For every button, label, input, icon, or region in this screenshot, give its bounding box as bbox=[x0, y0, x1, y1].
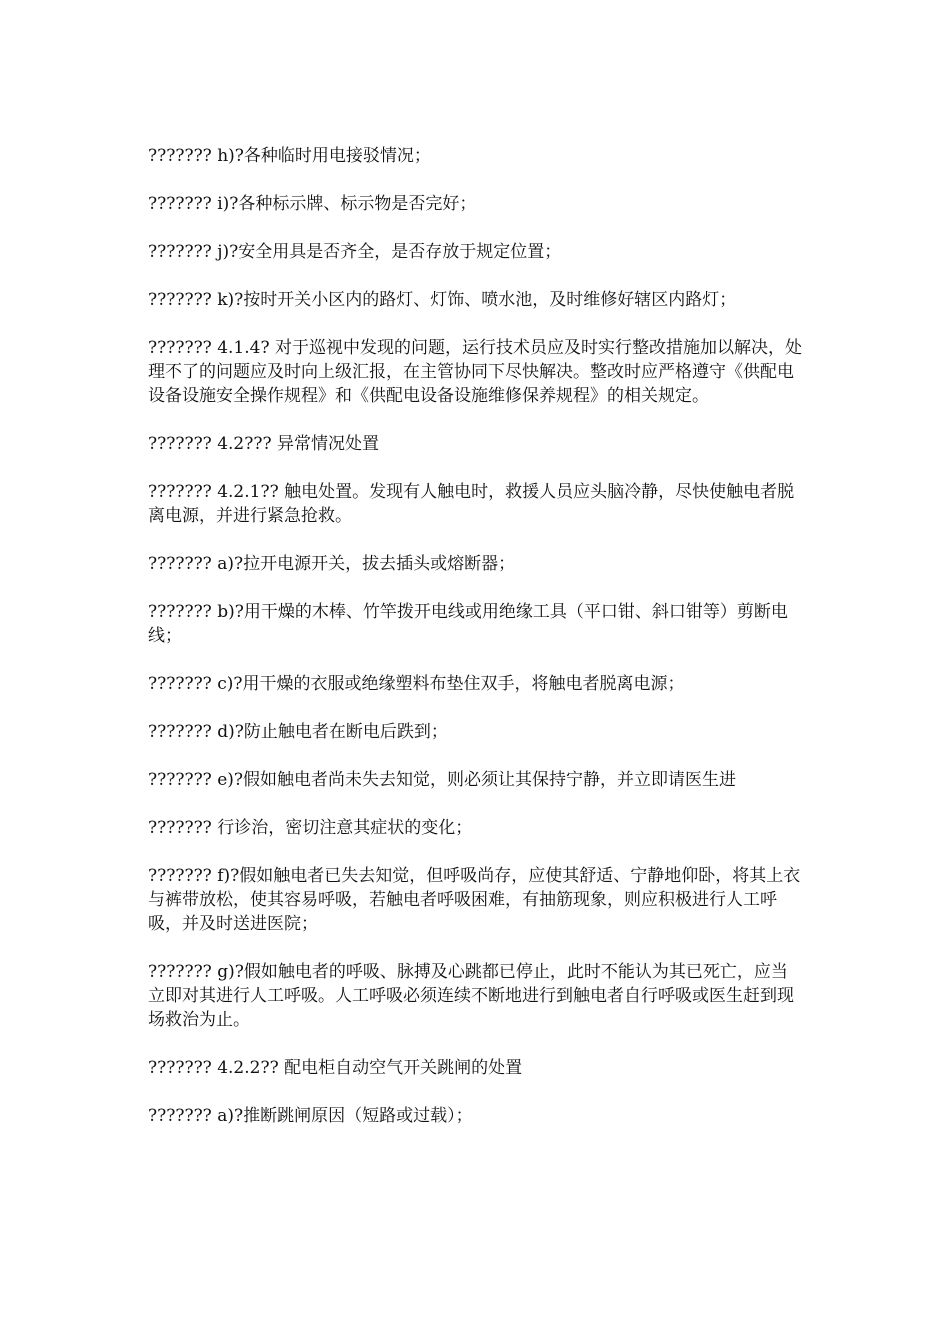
document-body bbox=[148, 144, 803, 1152]
list-item-b: ??????? b)?用干燥的木棒、竹竿拨开电线或用绝缘工具（平口钳、斜口钳等）剪断电线； bbox=[148, 602, 788, 646]
list-item-e-continued: ??????? 行诊治，密切注意其症状的变化； bbox=[148, 818, 473, 838]
section-heading-4-2-2: ??????? 4.2.2?? 配电柜自动空气开关跳闸的处置 bbox=[148, 1058, 523, 1078]
paragraph-4-2-1: ??????? 4.2.1?? 触电处置。发现有人触电时，救援人员应头脑冷静，尽快使触电者脱离电源，并进行紧急抢救。 bbox=[148, 482, 795, 526]
paragraph-k: ??????? k)?按时开关小区内的路灯、灯饰、喷水池，及时维修好辖区内路灯； bbox=[148, 290, 737, 310]
list-item-g: ??????? g)?假如触电者的呼吸、脉搏及心跳都已停止，此时不能认为其已死亡，应当立即对其进行人工呼吸。人工呼吸必须连续不断地进行到触电者自行呼吸或医生赶到现场救治为止。 bbox=[148, 962, 794, 1030]
paragraph-4-1-4: ??????? 4.1.4? 对于巡视中发现的问题，运行技术员应及时实行整改措施加以解决，处理不了的问题应及时向上级汇报，在主管协同下尽快解决。整改时应严格遵守《供配电设备设施安全操作规程》和《供配电设备设施维修保养规程》的相关规定。 bbox=[148, 338, 802, 406]
paragraph-j: ??????? j)?安全用具是否齐全，是否存放于规定位置； bbox=[148, 242, 562, 262]
list-item-a: ??????? a)?拉开电源开关，拔去插头或熔断器； bbox=[148, 554, 516, 574]
paragraph-i: ??????? i)?各种标示牌、标示物是否完好； bbox=[148, 194, 477, 214]
paragraph-h: ??????? h)?各种临时用电接驳情况； bbox=[148, 146, 431, 166]
list-item-a-2: ??????? a)?推断跳闸原因（短路或过载）； bbox=[148, 1106, 473, 1126]
list-item-d: ??????? d)?防止触电者在断电后跌到； bbox=[148, 722, 448, 742]
list-item-f: ??????? f)?假如触电者已失去知觉，但呼吸尚存，应使其舒适、宁静地仰卧，将其上衣与裤带放松，使其容易呼吸，若触电者呼吸困难，有抽筋现象，则应积极进行人工呼吸，并及时送进医院； bbox=[148, 866, 801, 934]
section-heading-4-2: ??????? 4.2??? 异常情况处置 bbox=[148, 434, 379, 454]
list-item-c: ??????? c)?用干燥的衣服或绝缘塑料布垫住双手，将触电者脱离电源； bbox=[148, 674, 685, 694]
list-item-e: ??????? e)?假如触电者尚未失去知觉，则必须让其保持宁静，并立即请医生进 bbox=[148, 770, 737, 790]
